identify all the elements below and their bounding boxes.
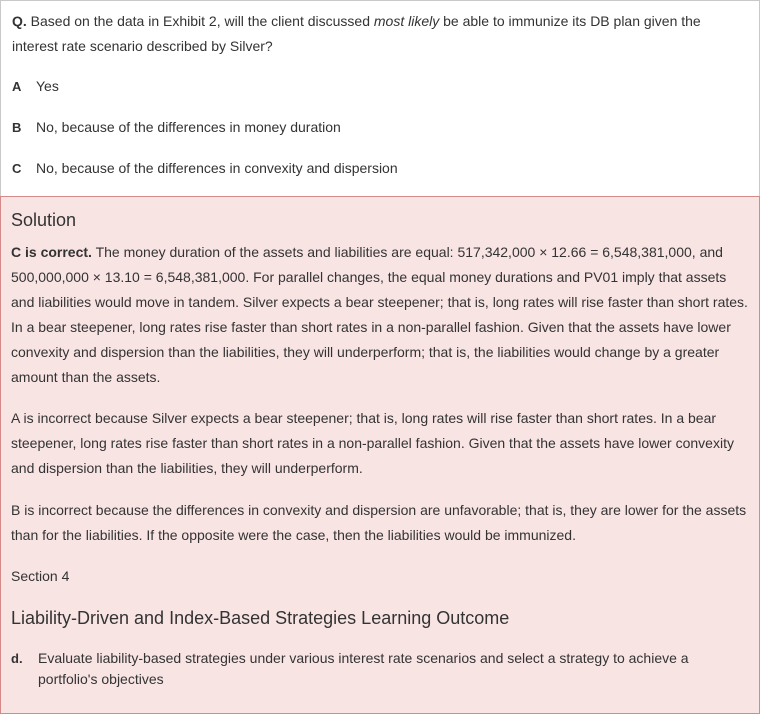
option-a[interactable]: [12, 76, 59, 97]
learning-outcome-text: Evaluate liability-based strategies under various interest rate scenarios and select a strategy to achieve a portfolio's objectives: [38, 650, 689, 687]
correct-lead: C is correct.: [11, 244, 92, 260]
option-label: No, because of the differences in convexity and dispersion: [36, 160, 398, 176]
section-label: Section 4: [11, 568, 70, 584]
option-letter: B: [12, 120, 22, 135]
solution-panel: [0, 196, 760, 714]
correct-explanation: [11, 240, 751, 390]
option-letter: A: [12, 79, 22, 94]
question-text-part1: Based on the data in Exhibit 2, will the client discussed: [26, 13, 374, 29]
option-letter: C: [12, 161, 22, 176]
question-panel: [0, 0, 760, 196]
learning-outcome-title: Liability-Driven and Index-Based Strategies Learning Outcome: [11, 608, 510, 628]
option-label: No, because of the differences in money duration: [36, 119, 341, 135]
a-incorrect-explanation: A is incorrect because Silver expects a bear steepener; that is, long rates will rise faster than short rates. In a bear steepener, long rates rise faster than short rates in a non-parallel fashion. Given that the assets have lower convexity and dispersion than the liabilities, they will underperform.: [11, 410, 734, 476]
learning-outcome-item: [11, 648, 741, 690]
question-text-part2: be able to immunize its DB plan given the interest rate scenario described by Silver?: [12, 13, 701, 54]
learning-outcome-letter: d.: [11, 651, 23, 666]
correct-text: The money duration of the assets and liabilities are equal: 517,342,000 × 12.66 = 6,548,381,000, and 500,000,000 × 13.10 = 6,548,381,000. For parallel changes, the equal money durations and PV01 imply that assets and liabilities would move in tandem. Silver expects a bear steepener; that is, long rates will rise faster than short rates. In a bear steepener, long rates rise faster than short rates in a non-parallel fashion. Given that the assets have lower convexity and dispersion than the liabilities, they will underperform; that is, the liabilities would change by a greater amount than the assets.: [11, 244, 748, 385]
question-text: [12, 9, 742, 59]
b-incorrect-explanation: B is incorrect because the differences in convexity and dispersion are unfavorable; that is, they are lower for the assets than for the liabilities. If the opposite were the case, then the liabilities would be immunized.: [11, 502, 747, 543]
solution-title: Solution: [11, 210, 77, 230]
question-emphasis: most likely: [373, 13, 440, 29]
option-b[interactable]: [12, 117, 341, 138]
option-c[interactable]: [12, 158, 398, 179]
option-label: Yes: [36, 78, 59, 94]
question-prefix: Q.: [12, 13, 27, 29]
